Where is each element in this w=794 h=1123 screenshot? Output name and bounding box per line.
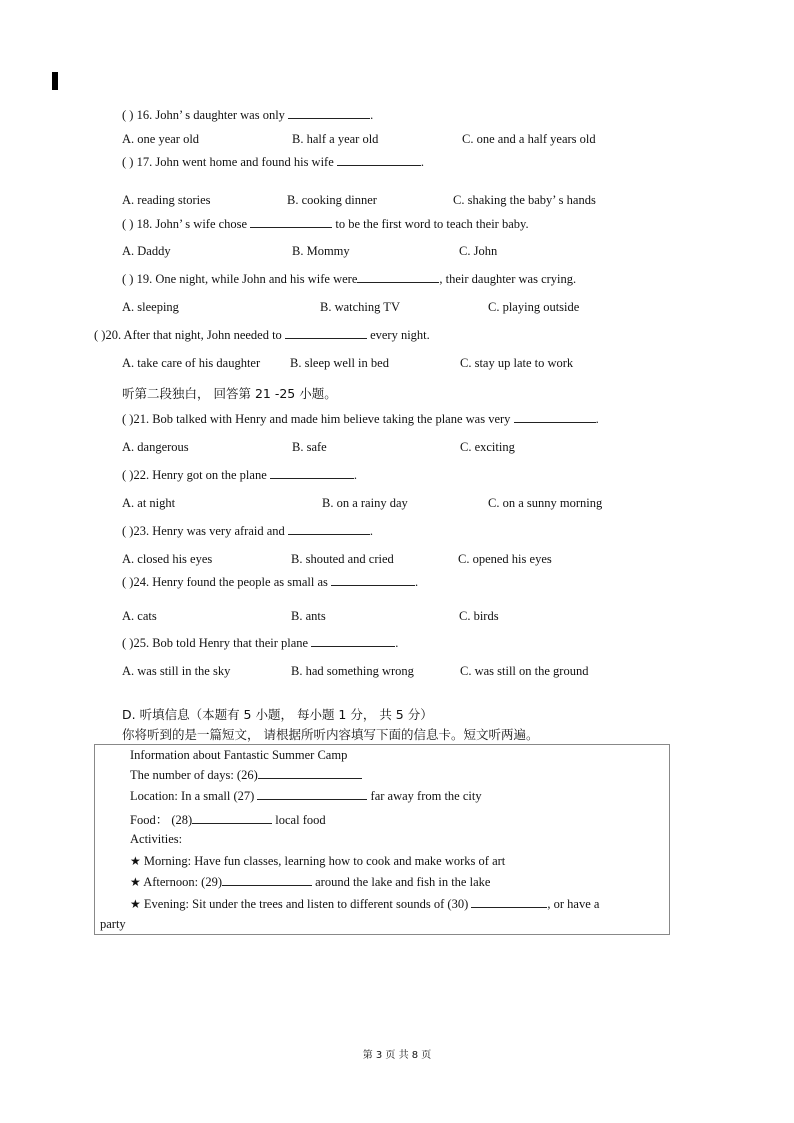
answer-paren[interactable]: ( ) [122, 272, 134, 286]
afternoon-suffix: around the lake and fish in the lake [315, 875, 491, 889]
answer-paren[interactable]: ( ) [122, 636, 134, 650]
blank-26[interactable] [258, 767, 362, 779]
section-d-instruction: 你将听到的是一篇短文， 请根据所听内容填写下面的信息卡。短文听两遍。 [122, 727, 539, 742]
section-2-heading: 听第二段独白， 回答第 21 -25 小题。 [122, 386, 337, 401]
question-end: , their daughter was crying. [439, 272, 577, 286]
option-b: B. ants [291, 609, 326, 623]
question-end: . [370, 108, 374, 122]
question-end: every night. [370, 328, 430, 342]
option-a: A. at night [122, 496, 176, 510]
option-c: C. exciting [460, 440, 515, 454]
option-a: A. take care of his daughter [122, 356, 261, 370]
question-end: . [414, 575, 419, 589]
option-b: B. shouted and cried [291, 552, 394, 566]
answer-blank[interactable] [311, 635, 395, 647]
activities-label: Activities: [130, 832, 183, 846]
margin-mark [52, 72, 58, 90]
option-b: B. cooking dinner [287, 193, 377, 207]
option-c: C. one and a half years old [462, 132, 596, 146]
option-b: B. safe [292, 440, 327, 454]
option-a: A. reading stories [122, 193, 211, 207]
question-stem: 22. Henry got on the plane [133, 468, 267, 482]
question-end: . [595, 412, 599, 426]
question-23 [122, 523, 373, 539]
question-stem: 21. Bob talked with Henry and made him believe taking the plane was very [133, 412, 511, 426]
star-icon: ★ [130, 875, 141, 889]
star-icon: ★ [130, 854, 141, 868]
location-label: Location: In a small (27) [130, 789, 255, 803]
option-b: B. had something wrong [291, 664, 414, 678]
option-a: A. dangerous [122, 440, 189, 454]
question-19 [122, 271, 576, 287]
question-end: to be the first word to teach their baby. [335, 217, 529, 231]
activity-afternoon [130, 874, 490, 890]
activity-evening [130, 896, 599, 912]
food-suffix: local food [275, 813, 326, 827]
question-stem: 24. Henry found the people as small as [133, 575, 328, 589]
blank-29[interactable] [222, 874, 312, 886]
afternoon-label: Afternoon: (29) [143, 875, 222, 889]
blank-30[interactable] [471, 896, 547, 908]
card-days [130, 767, 362, 783]
option-c: C. stay up late to work [460, 356, 574, 370]
option-c: C. on a sunny morning [488, 496, 603, 510]
question-stem: 25. Bob told Henry that their plane [133, 636, 309, 650]
question-stem: 20. After that night, John needed to [105, 328, 282, 342]
answer-blank[interactable] [270, 467, 354, 479]
answer-paren[interactable]: ( ) [122, 412, 134, 426]
blank-28[interactable] [192, 812, 272, 824]
answer-paren[interactable]: ( ) [122, 575, 134, 589]
option-b: B. watching TV [320, 300, 400, 314]
answer-blank[interactable] [285, 327, 367, 339]
answer-paren[interactable]: ( ) [122, 524, 134, 538]
answer-blank[interactable] [357, 271, 439, 283]
option-a: A. cats [122, 609, 157, 623]
section-d-title: D. 听填信息（本题有 5 小题， 每小题 1 分， 共 5 分） [122, 707, 433, 722]
answer-blank[interactable] [288, 107, 370, 119]
question-end: . [369, 524, 374, 538]
card-title: Information about Fantastic Summer Camp [130, 748, 348, 762]
question-18 [122, 216, 529, 232]
answer-paren[interactable]: ( ) [122, 468, 134, 482]
answer-blank[interactable] [337, 154, 421, 166]
card-food [130, 812, 326, 828]
option-c: C. shaking the baby’ s hands [453, 193, 596, 207]
option-c: C. opened his eyes [458, 552, 552, 566]
question-stem: 16. John’ s daughter was only [136, 108, 285, 122]
question-end: . [395, 636, 399, 650]
question-stem: 18. John’ s wife chose [136, 217, 248, 231]
question-22 [122, 467, 357, 483]
question-16 [122, 107, 373, 123]
answer-paren[interactable]: ( ) [122, 155, 134, 169]
evening-label: Evening: Sit under the trees and listen to different sounds of (30) [143, 897, 469, 911]
option-b: B. sleep well in bed [290, 356, 389, 370]
question-end: . [353, 468, 358, 482]
days-label: The number of days: (26) [130, 768, 258, 782]
question-stem: 19. One night, while John and his wife were [136, 272, 358, 286]
activity-morning [130, 853, 505, 869]
question-17 [122, 154, 424, 170]
answer-paren[interactable]: ( ) [122, 108, 134, 122]
question-20 [94, 327, 430, 343]
option-a: A. closed his eyes [122, 552, 213, 566]
blank-27[interactable] [257, 788, 367, 800]
option-c: C. John [459, 244, 498, 258]
question-stem: 23. Henry was very afraid and [133, 524, 285, 538]
question-21 [122, 411, 599, 427]
option-b: B. on a rainy day [322, 496, 408, 510]
page-footer: 第 3 页 共 8 页 [362, 1050, 432, 1061]
option-c: C. was still on the ground [460, 664, 589, 678]
question-end: . [420, 155, 425, 169]
option-b: B. half a year old [292, 132, 379, 146]
answer-paren[interactable]: ( ) [94, 328, 106, 342]
evening-continuation: party [100, 917, 126, 931]
location-suffix: far away from the city [370, 789, 482, 803]
option-c: C. playing outside [488, 300, 580, 314]
answer-paren[interactable]: ( ) [122, 217, 134, 231]
option-a: A. Daddy [122, 244, 171, 258]
option-a: A. one year old [122, 132, 200, 146]
question-24 [122, 574, 418, 590]
option-b: B. Mommy [292, 244, 350, 258]
option-a: A. sleeping [122, 300, 179, 314]
option-c: C. birds [459, 609, 499, 623]
evening-suffix: , or have a [547, 897, 600, 911]
answer-blank[interactable] [250, 216, 332, 228]
option-a: A. was still in the sky [122, 664, 231, 678]
morning-text: Morning: Have fun classes, learning how to cook and make works of art [143, 854, 506, 868]
question-stem: 17. John went home and found his wife [136, 155, 334, 169]
answer-blank[interactable] [331, 574, 415, 586]
answer-blank[interactable] [514, 411, 596, 423]
card-location [130, 788, 482, 804]
answer-blank[interactable] [288, 523, 370, 535]
star-icon: ★ [130, 897, 141, 911]
question-25 [122, 635, 398, 651]
food-label: Food： (28) [130, 813, 193, 827]
